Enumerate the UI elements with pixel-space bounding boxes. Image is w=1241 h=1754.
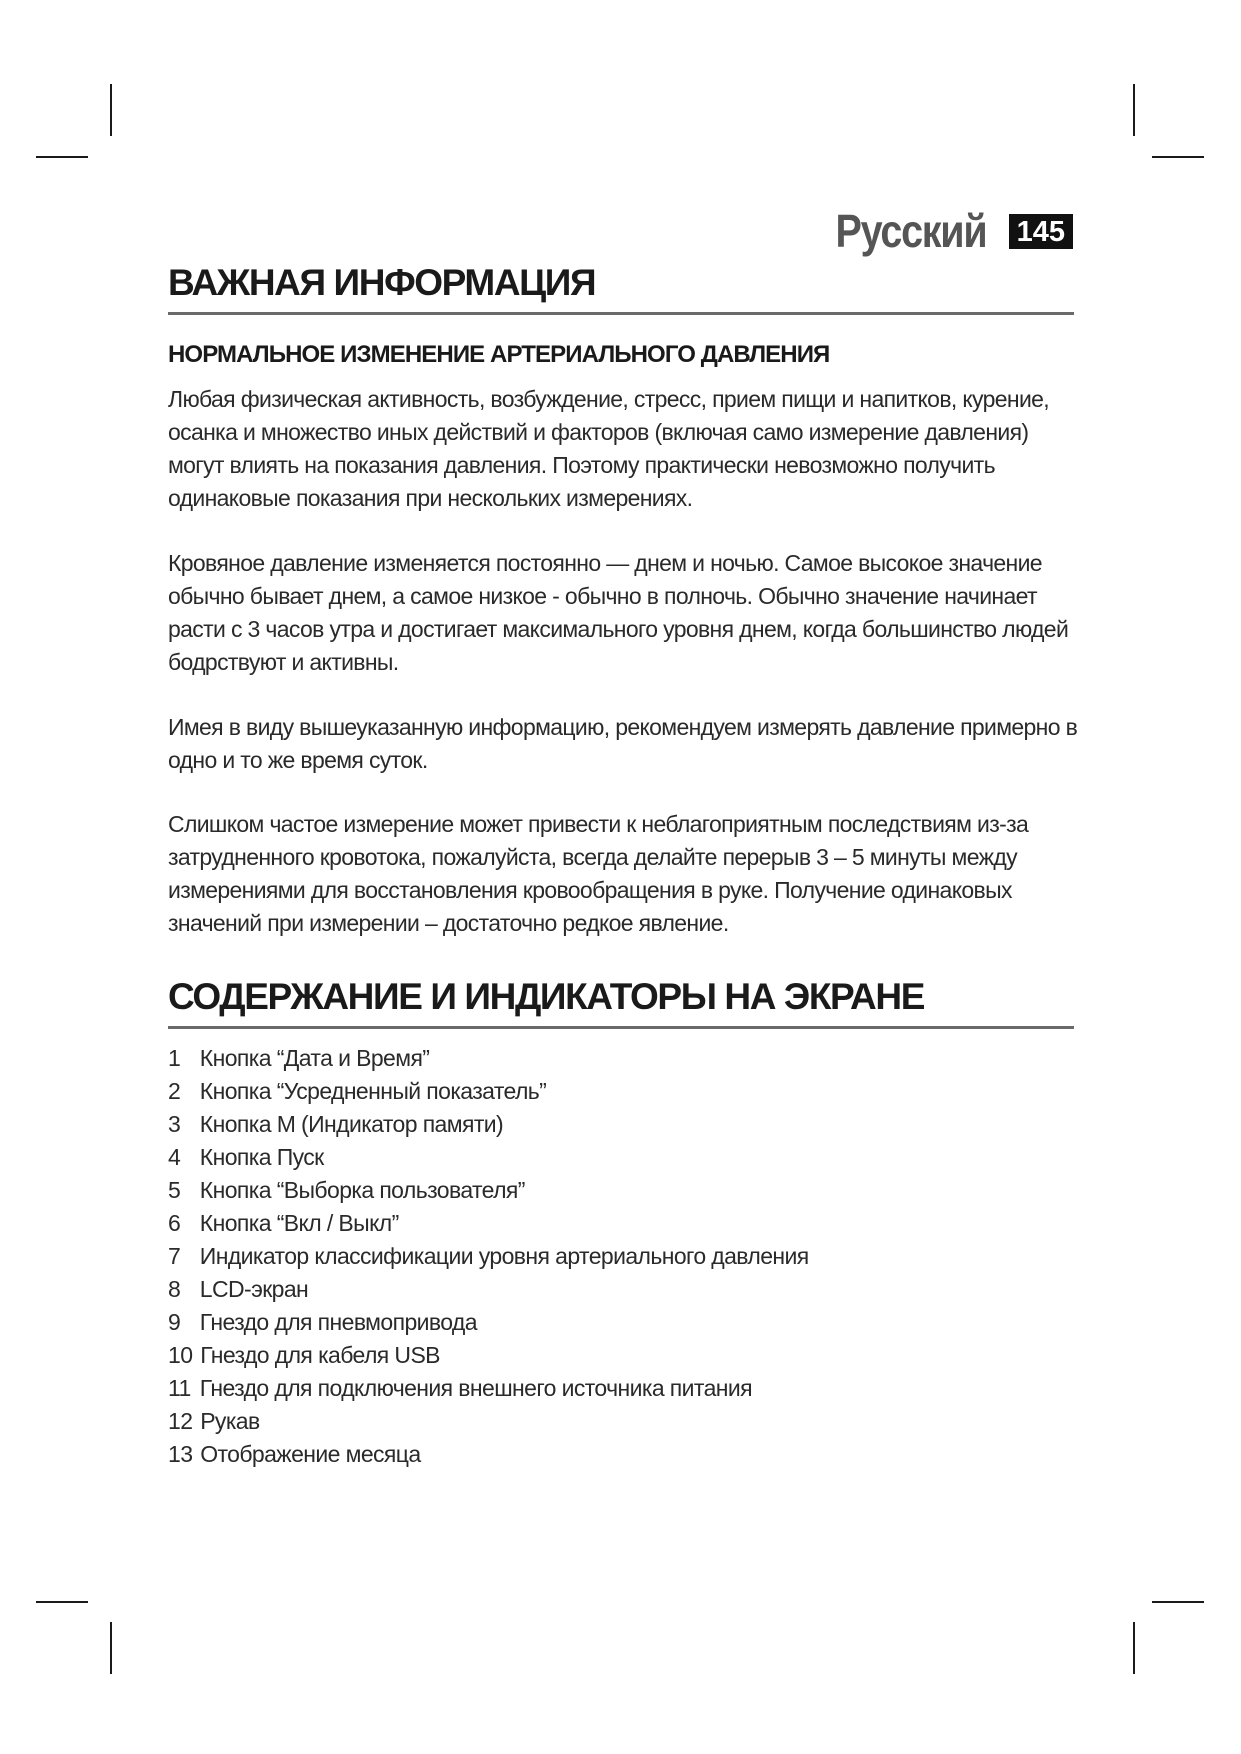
list-item: 2 Кнопка “Усредненный показатель” — [168, 1078, 547, 1104]
crop-mark-top-left-horizontal — [36, 156, 88, 158]
list-item: 11 Гнездо для подключения внешнего источника питания — [168, 1375, 752, 1401]
crop-mark-top-right-horizontal — [1152, 156, 1204, 158]
language-label: Русский — [835, 205, 987, 257]
paragraph-4: Слишком частое измерение может привести к неблагоприятным последствиям из-за затрудненного кровотока, пожалуйста, всегда делайте перерыв 3 – 5 минуты между измерениями для восстановления кровообращения в руке. Получение одинаковых значений при измерении – достаточно редкое явление. — [168, 811, 1029, 936]
list-item: 5 Кнопка “Выборка пользователя” — [168, 1177, 525, 1203]
list-item: 7 Индикатор классификации уровня артериального давления — [168, 1243, 809, 1269]
paragraph-2: Кровяное давление изменяется постоянно — днем и ночью. Самое высокое значение обычно бывает днем, а самое низкое - обычно в полночь. Обычно значение начинает расти с 3 часов утра и достигает максимального уровня днем, когда большинство людей бодрствуют и активны. — [168, 550, 1069, 675]
page-header — [811, 204, 1073, 258]
section-title-contents-indicators: СОДЕРЖАНИЕ И ИНДИКАТОРЫ НА ЭКРАНЕ — [168, 976, 1074, 1029]
paragraph-3: Имея в виду вышеуказанную информацию, рекомендуем измерять давление примерно в одно и то же время суток. — [168, 714, 1078, 773]
crop-mark-top-right-vertical — [1133, 84, 1135, 136]
crop-mark-bottom-right-vertical — [1133, 1622, 1135, 1674]
subheading-bp-variation: НОРМАЛЬНОЕ ИЗМЕНЕНИЕ АРТЕРИАЛЬНОГО ДАВЛЕНИЯ — [168, 341, 830, 368]
list-item: 4 Кнопка Пуск — [168, 1144, 324, 1170]
list-item: 13 Отображение месяца — [168, 1441, 421, 1467]
list-item: 12 Рукав — [168, 1408, 260, 1434]
crop-mark-top-left-vertical — [110, 84, 112, 136]
list-item: 9 Гнездо для пневмопривода — [168, 1309, 477, 1335]
list-item: 3 Кнопка М (Индикатор памяти) — [168, 1111, 504, 1137]
components-list — [168, 1042, 809, 1471]
crop-mark-bottom-left-horizontal — [36, 1601, 88, 1603]
list-item: 1 Кнопка “Дата и Время” — [168, 1045, 430, 1071]
list-item: 10 Гнездо для кабеля USB — [168, 1342, 440, 1368]
crop-mark-bottom-left-vertical — [110, 1622, 112, 1674]
paragraph-1: Любая физическая активность, возбуждение, стресс, прием пищи и напитков, курение, осанка и множество иных действий и факторов (включая само измерение давления) могут влиять на показания давления. Поэтому практически невозможно получить одинаковые показания при нескольких измерениях. — [168, 386, 1050, 511]
list-item: 6 Кнопка “Вкл / Выкл” — [168, 1210, 399, 1236]
list-item: 8 LCD-экран — [168, 1276, 309, 1302]
page-number-badge: 145 — [1009, 214, 1073, 249]
section-title-important-info: ВАЖНАЯ ИНФОРМАЦИЯ — [168, 262, 1074, 315]
crop-mark-bottom-right-horizontal — [1152, 1601, 1204, 1603]
